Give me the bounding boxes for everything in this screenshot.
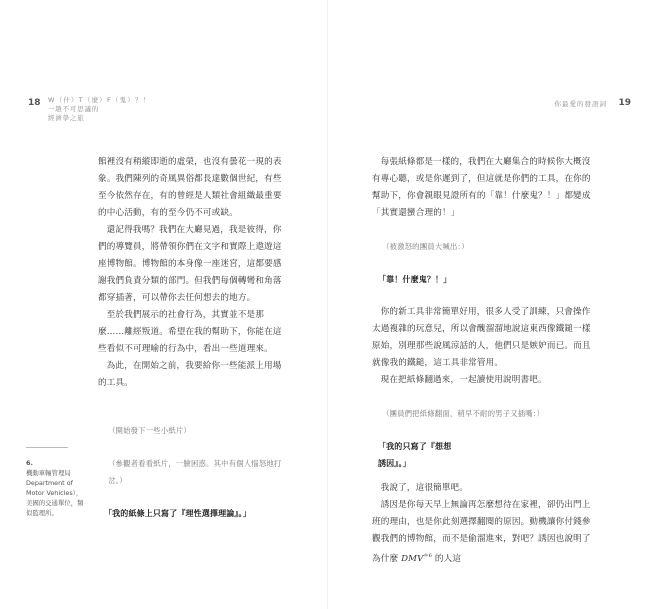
right-page-body (372, 154, 592, 568)
right-running-title: 你最愛的發語詞 (554, 100, 607, 108)
footnote-ref: ＊6 (423, 553, 432, 559)
right-paragraph-5-a: 誘因是你每天早上無論再怎麼想待在家裡，卻仍出門上班的理由，也是你此刻選擇翻閱的原因。動機讓你付錢參觀我們的博物館，而不是偷溜進來，對吧？誘因也說明了為什麼 (372, 500, 591, 564)
right-paragraph-5 (372, 497, 592, 568)
footnote-number: 6. (26, 459, 33, 467)
left-paragraph-1: 館裡沒有稍縱即逝的虛榮，也沒有曇花一現的表象。我們陳列的奇風異俗都長達數個世紀，有些至今依然存在，有的曾經是人類社會組織最重要的中心活動，有的至今仍不可或缺。 (98, 157, 282, 218)
right-dialog-2-line-1: 「我的只寫了『想想 (378, 442, 452, 451)
gutter (327, 0, 328, 609)
left-stage-direction-1: （開始發下一些小紙片） (108, 426, 191, 435)
left-paragraph-2: 還記得我嗎？我們在大廳見過，我是彼得，你們的導覽員，將帶領你們在文字和實際上遨遊這座博物館。博物館的本身像一座迷宮，這都要感謝我們負責分類的部門。但我們每個轉彎和角落都穿插著，可以帶你去任何想去的地方。 (98, 225, 282, 303)
right-paragraph-3: 現在把紙條翻過來，一起讀使用說明書吧。 (380, 375, 547, 385)
running-title-main: W（什）T（麼）F（鬼）？！ (48, 96, 151, 104)
right-stage-direction-2: （團員們把紙條翻面，稍早不耐的男子又插嘴：） (382, 409, 545, 418)
right-dialog-2 (378, 438, 592, 472)
dmv-term: DMV (401, 553, 424, 564)
right-paragraph-1: 每張紙條都是一樣的，我們在大廳集合的時候你大概沒有專心聽，或是你遲到了，但這就是你們的工具，在你的幫助下，你會親眼見證所有的「靠！什麼鬼？！」都變成「其實還蠻合理的！」 (372, 157, 591, 218)
right-page-number: 19 (618, 98, 631, 108)
running-title-sub-2: 經濟學之旅 (48, 114, 85, 122)
footnote (26, 458, 86, 518)
footnote-text: 機動車輛管理局 Department of Motor Vehicles），美國的交通單位，類似監理所。 (26, 469, 84, 517)
running-title-sub-1: 一趟不可思議的 (48, 105, 100, 113)
left-paragraph-4: 為此，在開始之前，我要給你一些能派上用場的工具。 (98, 361, 282, 388)
left-stage-direction-2: （參觀者看看紙片，一臉困惑。其中有個人惱怒地打岔。） (108, 459, 282, 485)
left-page-number: 18 (28, 98, 41, 108)
left-dialog-1: 「我的紙條上只寫了『理性選擇理論』。」 (104, 509, 251, 518)
right-paragraph-4: 我說了，這很簡單吧。 (380, 483, 469, 493)
left-paragraph-3: 至於我們展示的社會行為，其實並不是那麼……離經叛道。希望在我的幫助下，你能在這些看似不可理喻的行為中，看出一些道理來。 (98, 310, 282, 354)
right-dialog-2-line-2: 誘因』。」 (378, 459, 411, 468)
right-paragraph-2: 你的新工具非常簡單好用，很多人受了訓練，只會操作太過複雜的玩意兒，所以會醜溜溜地說這東西像鐵鎚一樣原始，別理那些說風涼話的人，他們只是嫉妒而已。而且就像我的鐵鎚，這工具非常管用。 (372, 307, 591, 368)
footnote-divider (26, 447, 68, 448)
left-page-body (98, 154, 284, 538)
left-running-title (48, 96, 150, 123)
right-dialog-1: 「靠！什麼鬼？！」 (378, 275, 452, 284)
right-paragraph-5-b: 的人這 (431, 553, 462, 564)
right-stage-direction-1: （被激怒的團員大喊出：） (382, 242, 469, 251)
